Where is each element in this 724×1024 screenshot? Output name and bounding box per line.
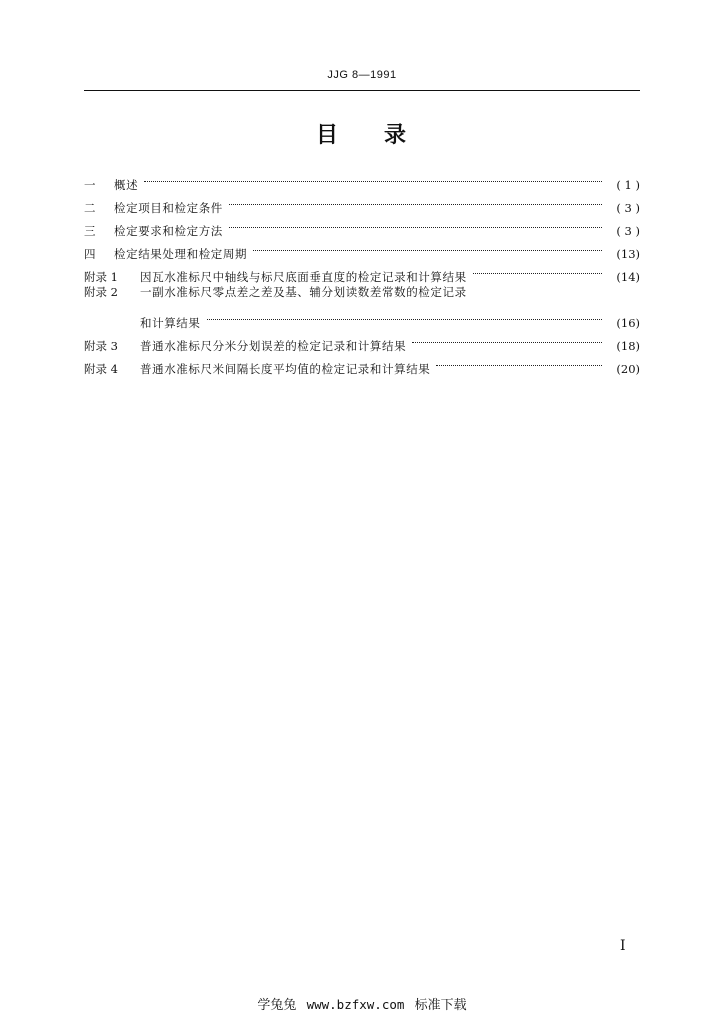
toc-entry-number: 四 xyxy=(84,247,96,261)
toc-entry-page: (14) xyxy=(616,270,640,284)
dot-leader xyxy=(436,350,602,373)
toc-entry-page: ( 1 ) xyxy=(616,178,640,192)
toc-entry-title: 概述 xyxy=(114,178,139,192)
toc-entry-title: 检定要求和检定方法 xyxy=(114,224,223,238)
toc-entry-title: 普通水准标尺米间隔长度平均值的检定记录和计算结果 xyxy=(140,362,431,376)
toc-entry-2[interactable] xyxy=(84,189,640,215)
toc-entry-title-continuation: 和计算结果 xyxy=(140,316,201,330)
toc-entry-title: 一副水准标尺零点差之差及基、辅分划读数差常数的检定记录 xyxy=(140,285,467,299)
toc-entry-page: (20) xyxy=(616,362,640,376)
page-number: I xyxy=(620,938,626,954)
footer-tagline: 标准下载 xyxy=(414,998,467,1013)
toc-entry-page: ( 3 ) xyxy=(616,201,640,215)
toc-entry-page: (16) xyxy=(616,316,640,330)
toc-entry-number: 三 xyxy=(84,224,96,238)
dot-leader xyxy=(144,166,602,189)
title-char-left: 目 xyxy=(315,123,340,148)
toc-entry-page: (13) xyxy=(616,247,640,261)
standard-code: JJG 8—1991 xyxy=(327,69,397,81)
dot-leader xyxy=(473,258,602,281)
toc-entry-title: 因瓦水准标尺中轴线与标尺底面垂直度的检定记录和计算结果 xyxy=(140,270,467,284)
title-char-right: 录 xyxy=(384,123,409,148)
toc-entry-page: (18) xyxy=(616,339,640,353)
dot-leader xyxy=(412,327,602,350)
toc-entry-number: 附录 1 xyxy=(84,270,118,284)
toc-entry-number: 附录 4 xyxy=(84,362,118,376)
toc-entry-title: 检定项目和检定条件 xyxy=(114,201,223,215)
footer-watermark xyxy=(0,994,724,1013)
toc-entry-number: 附录 3 xyxy=(84,339,118,353)
toc-entry-page: ( 3 ) xyxy=(616,224,640,238)
toc-entry-number: 一 xyxy=(84,178,96,192)
page-title xyxy=(0,118,724,149)
toc-entry-appendix-2[interactable] xyxy=(84,281,640,304)
toc-entry-appendix-2-continued[interactable] xyxy=(84,304,640,330)
toc-entry-number: 附录 2 xyxy=(84,285,118,299)
toc-entry-title: 普通水准标尺分米分划误差的检定记录和计算结果 xyxy=(140,339,407,353)
footer-url[interactable]: www.bzfxw.com xyxy=(306,997,405,1012)
dot-leader xyxy=(229,189,602,212)
header-rule xyxy=(84,90,640,91)
dot-leader xyxy=(207,304,603,327)
toc-entry-number: 二 xyxy=(84,201,96,215)
toc-entry-title: 检定结果处理和检定周期 xyxy=(114,247,248,261)
dot-leader xyxy=(253,235,602,258)
toc-entry-1[interactable] xyxy=(84,166,640,192)
dot-leader xyxy=(229,212,602,235)
table-of-contents xyxy=(84,166,640,376)
footer-site-name: 学兔兔 xyxy=(257,998,297,1013)
